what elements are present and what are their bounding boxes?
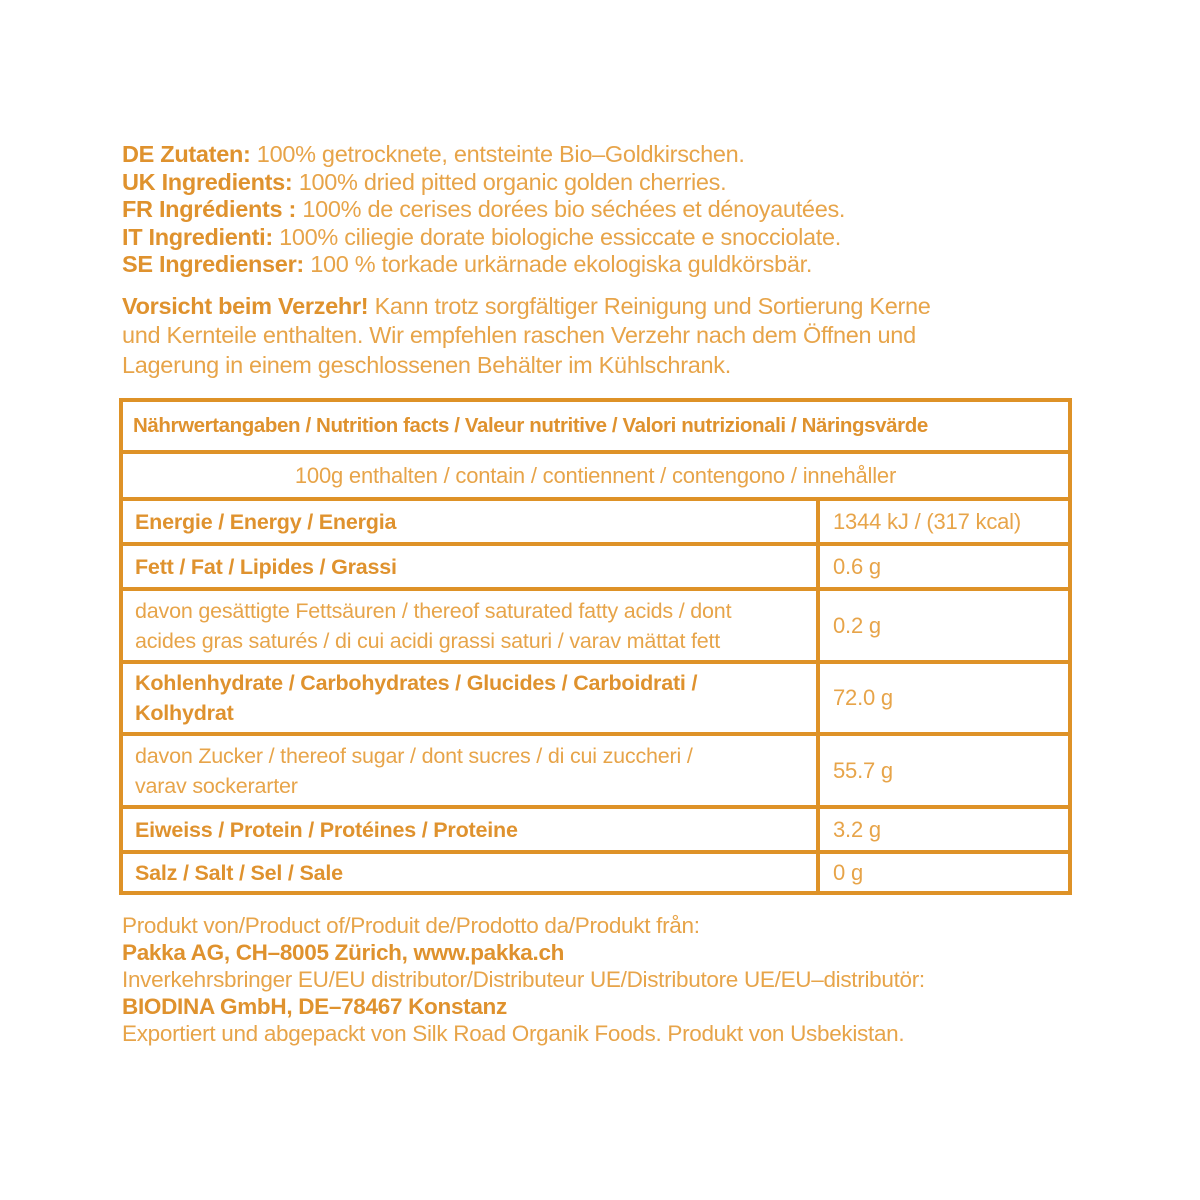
producer-address: Pakka AG, CH–8005 Zürich, www.pakka.ch bbox=[122, 940, 565, 965]
eu-distributor-label: Inverkehrsbringer EU/EU distributor/Distributeur UE/Distributore UE/EU–distributör: bbox=[122, 967, 925, 992]
ingredients-se-label: SE Ingredienser: bbox=[122, 251, 304, 278]
ingredients-uk-label: UK Ingredients: bbox=[122, 168, 293, 195]
ingredients-de-text: 100% getrocknete, entsteinte Bio–Goldkirschen. bbox=[256, 141, 745, 167]
nutrient-label bbox=[123, 854, 816, 891]
table-row-protein bbox=[123, 805, 1068, 850]
producer-info-block bbox=[122, 912, 925, 1047]
nutrient-value: 3.2 g bbox=[816, 809, 1068, 850]
nutrient-label bbox=[123, 736, 816, 805]
export-origin-note: Exportiert und abgepackt von Silk Road Organik Foods. Produkt von Usbekistan. bbox=[122, 1021, 905, 1046]
nutrient-value: 0 g bbox=[816, 854, 1068, 891]
ingredients-block bbox=[122, 141, 845, 279]
caution-text-line3: Lagerung in einem geschlossenen Behälter im Kühlschrank. bbox=[122, 351, 731, 378]
table-row-energy bbox=[123, 497, 1068, 542]
nutrient-label bbox=[123, 501, 816, 542]
nutrient-label-text-line2: acides gras saturés / di cui acidi grassi saturi / varav mättat fett bbox=[135, 628, 721, 653]
caution-text-line2: und Kernteile enthalten. Wir empfehlen raschen Verzehr nach dem Öffnen und bbox=[122, 322, 916, 349]
table-row-sugar bbox=[123, 732, 1068, 805]
ingredients-se-text: 100 % torkade urkärnade ekologiska guldkörsbär. bbox=[310, 251, 813, 278]
ingredients-de-label: DE Zutaten: bbox=[122, 141, 251, 167]
nutrient-label-text: davon Zucker / thereof sugar / dont sucres / di cui zuccheri / bbox=[135, 743, 693, 768]
ingredients-it-text: 100% ciliegie dorate biologiche essiccate e snocciolate. bbox=[279, 223, 842, 250]
nutrient-label bbox=[123, 809, 816, 850]
nutrient-label-text: Eiweiss / Protein / Protéines / Proteine bbox=[135, 817, 518, 842]
nutrition-table bbox=[119, 398, 1072, 895]
ingredients-it-label: IT Ingredienti: bbox=[122, 223, 273, 250]
nutrient-label-text-line2: varav sockerarter bbox=[135, 773, 298, 798]
table-row-fat bbox=[123, 542, 1068, 587]
table-row-salt bbox=[123, 850, 1068, 891]
nutrient-value: 1344 kJ / (317 kcal) bbox=[816, 501, 1068, 542]
nutrient-label-text: Fett / Fat / Lipides / Grassi bbox=[135, 554, 397, 579]
ingredients-line-fr bbox=[122, 196, 845, 224]
nutrition-table-subtitle: 100g enthalten / contain / contiennent / contengono / innehåller bbox=[123, 450, 1068, 497]
ingredients-uk-text: 100% dried pitted organic golden cherries. bbox=[298, 168, 727, 195]
ingredients-line-de bbox=[122, 141, 845, 169]
table-row-saturated-fat bbox=[123, 587, 1068, 660]
ingredients-line-uk bbox=[122, 169, 845, 197]
table-row-carbohydrates bbox=[123, 660, 1068, 732]
caution-text-line1: Kann trotz sorgfältiger Reinigung und Sortierung Kerne bbox=[374, 293, 931, 319]
nutrition-table-title: Nährwertangaben / Nutrition facts / Valeur nutritive / Valori nutrizionali / Näringsvärde bbox=[133, 414, 928, 437]
nutrient-label bbox=[123, 591, 816, 660]
caution-block bbox=[122, 292, 931, 380]
nutrient-label-text: Kohlenhydrate / Carbohydrates / Glucides / Carboidrati / bbox=[135, 671, 698, 695]
ingredients-fr-label: FR Ingrédients : bbox=[122, 196, 297, 223]
product-of-label: Produkt von/Product of/Produit de/Prodotto da/Produkt från: bbox=[122, 913, 700, 938]
nutrient-label bbox=[123, 546, 816, 587]
ingredients-line-it bbox=[122, 224, 845, 252]
nutrient-label-text: davon gesättigte Fettsäuren / thereof saturated fatty acids / dont bbox=[135, 598, 732, 623]
nutrient-label-text: Salz / Salt / Sel / Sale bbox=[135, 860, 343, 885]
nutrient-label-text: Energie / Energy / Energia bbox=[135, 509, 397, 534]
ingredients-line-se bbox=[122, 251, 845, 279]
nutrient-value: 72.0 g bbox=[816, 664, 1068, 732]
caution-warning-label: Vorsicht beim Verzehr! bbox=[122, 293, 369, 319]
eu-distributor-address: BIODINA GmbH, DE–78467 Konstanz bbox=[122, 994, 507, 1019]
nutrient-label bbox=[123, 664, 816, 732]
nutrient-value: 0.6 g bbox=[816, 546, 1068, 587]
nutrient-value: 0.2 g bbox=[816, 591, 1068, 660]
nutrient-label-text-line2: Kolhydrat bbox=[135, 701, 234, 725]
nutrient-value: 55.7 g bbox=[816, 736, 1068, 805]
ingredients-fr-text: 100% de cerises dorées bio séchées et dénoyautées. bbox=[302, 196, 846, 223]
